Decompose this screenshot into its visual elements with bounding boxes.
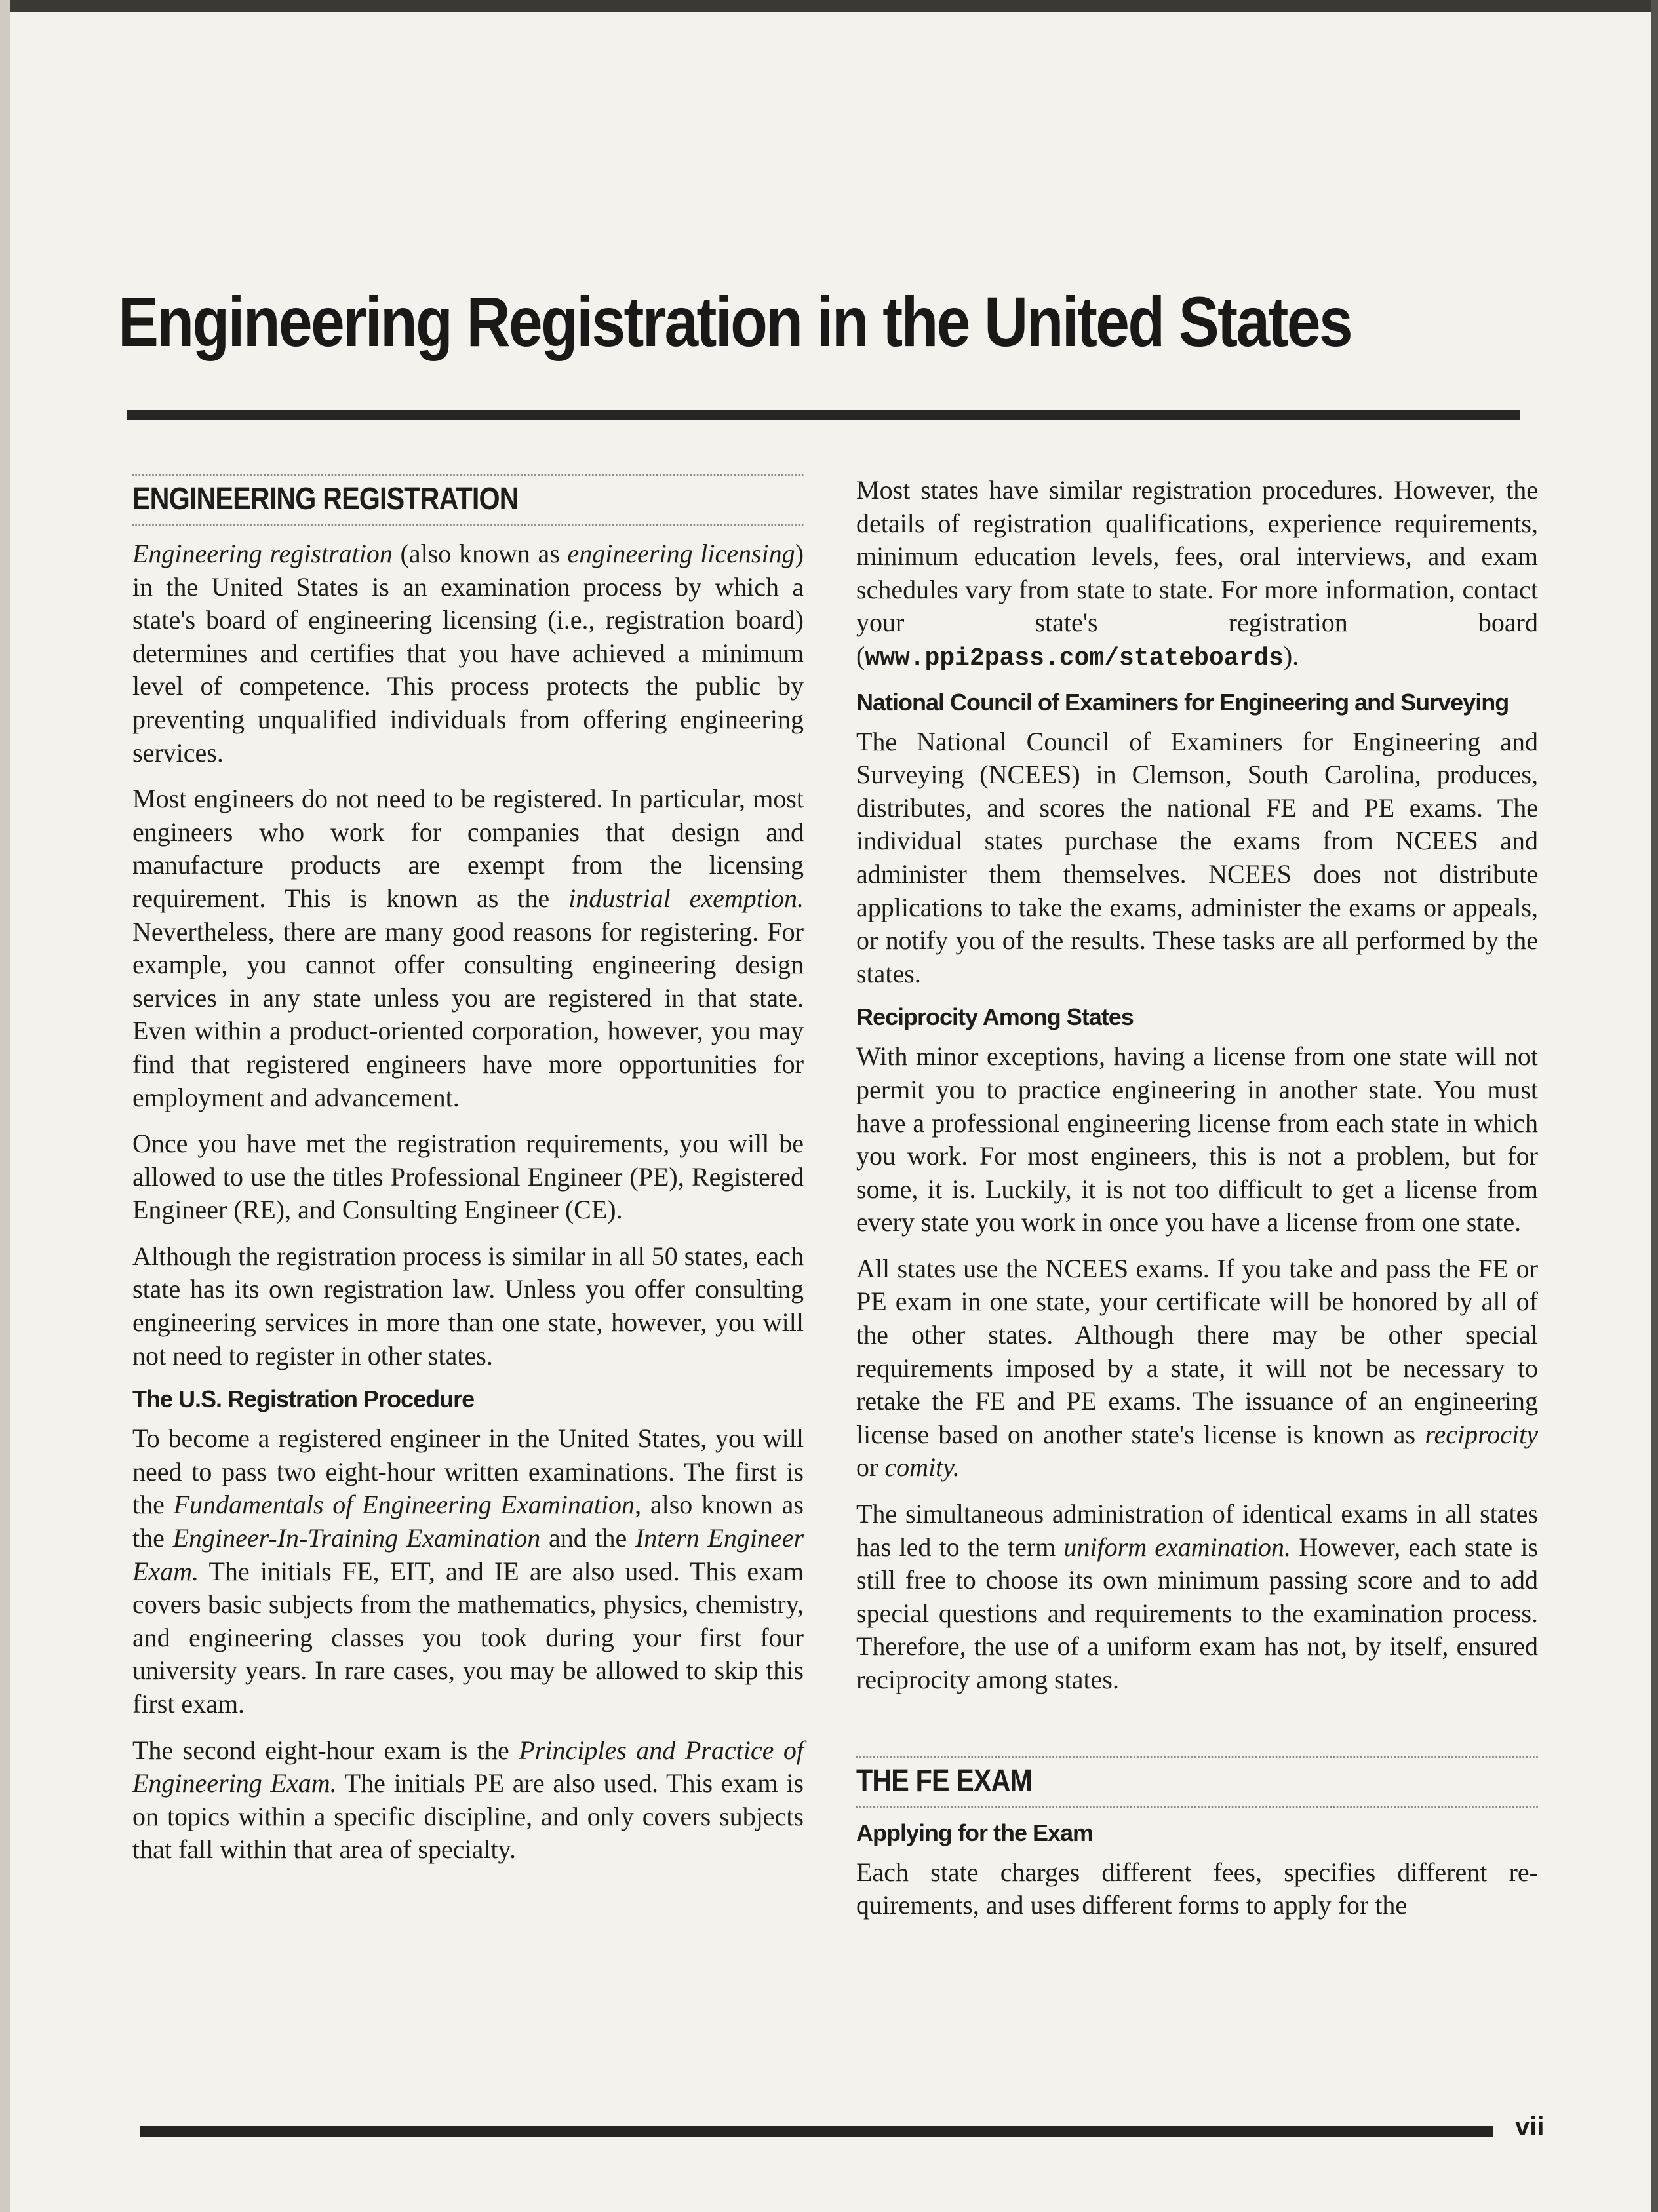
section-heading-fe-exam: THE FE EXAM — [856, 1756, 1538, 1808]
paragraph-uniform-examination: The simultaneous administration of identical exams in all states has led to the term uniform examination. However, each state is still free to choose its own minimum passing score and to add special questions and requirements to the examination process. Therefore, the use of a uniform exam has not, by itself, ensured reciprocity among states. — [856, 1499, 1539, 1694]
paragraph-industrial-exemption: Most engineers do not need to be registered. In particular, most engineers who work for companies that design and manufacture products are exempt from the licensing requirement. This is known as the industrial exemption. Nevertheless, there are many good reasons for registering. For example, you cannot offer consulting engineering design services in any state unless you are registered in that state. Even within a product-oriented corporation, however, you may find that registered engineers have more opportunities for employment and advancement. — [132, 784, 804, 1112]
paragraph-titles: Once you have met the registration requirements, you will be allowed to use the titles Professional Engineer (PE), Registered Engineer (RE), and Consulting Engineer (CE). — [132, 1129, 804, 1225]
subheading-ncees: National Council of Examiners for Engineering and Surveying — [856, 688, 1509, 716]
paragraph-ncees: The National Council of Examiners for Engineering and Surveying (NCEES) in Clemson, South Carolina, produces, distributes, and scores the national FE and PE exams. The individual states purchase the exams from NCEES and administer them themselves. NCEES does not distribute applications to take the exams, administer the exams or appeals, or notify you of the results. These tasks are all performed by the states. — [856, 726, 1538, 988]
page-number: vii — [1515, 2112, 1545, 2141]
paragraph-pe-exam: The second eight-hour exam is the Principles and Practice of Engineering Exam. The initials PE are also used. This exam is on topics within a specific discipline, and only covers subjects that fall within that area of specialty. — [132, 1735, 804, 1865]
paragraph-ncees-exams: All states use the NCEES exams. If you take and pass the FE or PE exam in one state, your certificate will be honored by all of the other states. Although there may be other special requirements imposed by a state, it will not be necessary to retake the FE and PE exams. The issuance of an engineering license based on another state's license is known as reciprocity or comity. — [856, 1253, 1538, 1483]
book-page — [10, 12, 1651, 2212]
paragraph-state-procedures: Most states have similar registration procedures. However, the details of registration qualifications, experience requirements, minimum education levels, fees, oral interviews, and exam schedules vary from state to state. For more information, contact your state's registration board (www.ppi2pass.com/stateboards). — [856, 475, 1538, 672]
paragraph-state-law: Although the registration process is similar in all 50 states, each state has its own registration law. Unless you offer consulting engineering services in more than one state, however, you will not need to register in other states. — [132, 1241, 804, 1370]
title-rule — [127, 410, 1520, 420]
left-column — [132, 474, 804, 1880]
right-column — [856, 474, 1538, 1935]
subheading-registration-procedure: The U.S. Registration Procedure — [132, 1386, 475, 1413]
footer-rule — [140, 2126, 1493, 2137]
paragraph-intro: Engineering registration (also known as engineering licensing) in the United States is an examination process by which a state's board of engineering licensing (i.e., registration board) determines and certifies that you have achieved a minimum level of competence. This process protects the public by preventing unqualified individuals from offering engineering services. — [132, 539, 804, 767]
subheading-applying: Applying for the Exam — [856, 1819, 1094, 1846]
paragraph-reciprocity: With minor exceptions, having a license from one state will not permit you to practice engineering in another state. You must have a professional engineering license from each state in which you work. For most engineers, this is not a problem, but for some, it is. Luckily, it is not too difficult to get a license from every state you work in once you have a license from one state. — [856, 1041, 1538, 1237]
paragraph-applying: Each state charges different fees, specifies different requirements, and uses different forms to apply for the — [856, 1857, 1538, 1920]
paragraph-fe-exam: To become a registered engineer in the United States, you will need to pass two eight-hour written examinations. The first is the Fundamentals of Engineering Examination, also known as the Engineer-In-Training Examination and the Intern Engineer Exam. The initials FE, EIT, and IE are also used. This exam covers basic subjects from the mathematics, physics, chemistry, and engineering classes you took during your first four university years. In rare cases, you may be allowed to skip this first exam. — [132, 1424, 804, 1718]
scan-edge-left — [0, 0, 10, 2212]
subheading-reciprocity: Reciprocity Among States — [856, 1003, 1134, 1031]
scan-edge-right — [1651, 0, 1658, 2212]
state-boards-url[interactable]: www.ppi2pass.com/stateboards — [865, 644, 1284, 672]
scan-edge-top — [0, 0, 1658, 12]
section-heading-engineering-registration: ENGINEERING REGISTRATION — [132, 474, 803, 526]
page-title: Engineering Registration in the United States — [118, 282, 1352, 361]
